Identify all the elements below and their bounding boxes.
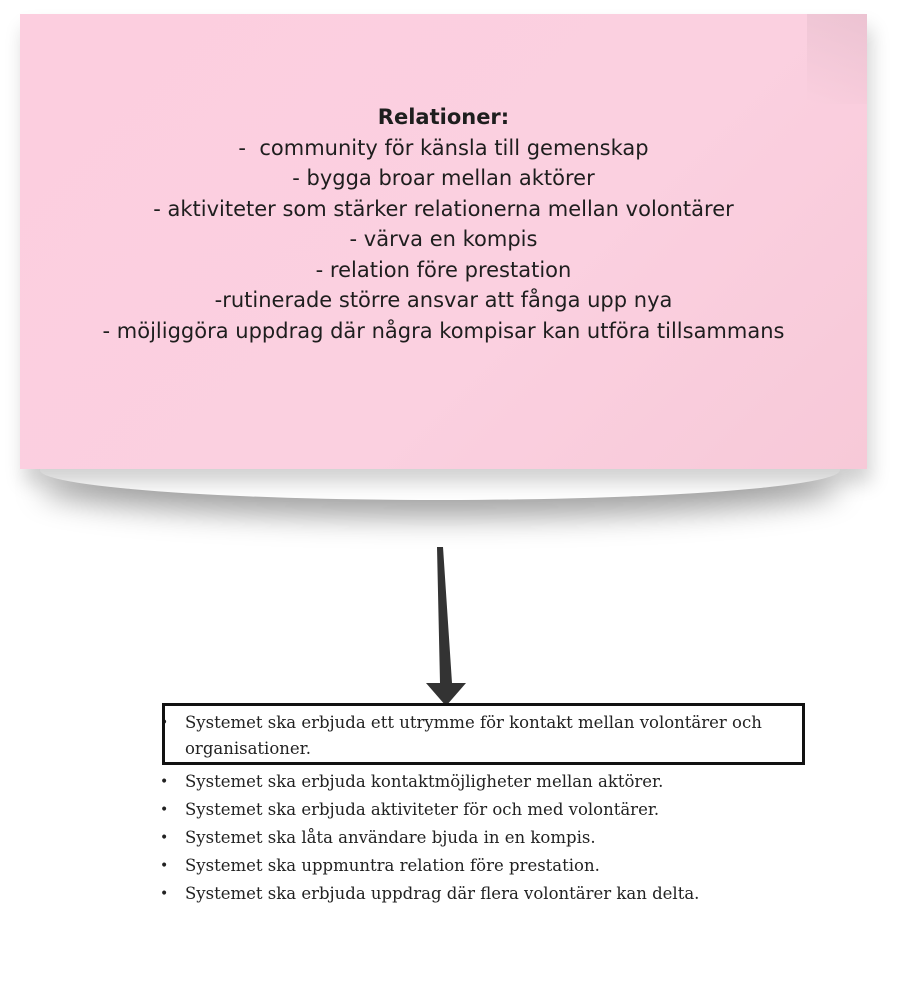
requirement-text: Systemet ska erbjuda kontaktmöjligheter mellan aktörer. — [185, 772, 664, 791]
down-arrow-shape — [426, 547, 466, 706]
requirement-text: Systemet ska erbjuda aktiviteter för och med volontärer. — [185, 800, 660, 819]
sticky-note-line: - möjliggöra uppdrag där några kompisar kan utföra tillsammans — [102, 318, 785, 343]
requirement-item — [158, 824, 818, 852]
bullet-icon: • — [160, 715, 169, 731]
sticky-note-line: - relation före prestation — [315, 257, 572, 282]
bullet-icon: • — [160, 886, 169, 902]
sticky-note-line: -rutinerade större ansvar att fånga upp nya — [214, 288, 673, 312]
bullet-icon: • — [160, 830, 169, 846]
bullet-icon: • — [160, 802, 169, 818]
sticky-note-line: - värva en kompis — [349, 227, 538, 251]
bullet-icon: • — [160, 858, 169, 874]
sticky-note-line: - aktiviteter som stärker relationerna mellan volontärer — [153, 196, 734, 221]
requirement-item — [158, 852, 818, 880]
requirement-item — [158, 768, 818, 796]
requirement-text: Systemet ska låta användare bjuda in en kompis. — [185, 828, 596, 847]
sticky-note-line: - bygga broar mellan aktörer — [292, 166, 595, 190]
highlight-box — [162, 703, 805, 765]
sticky-note-title: Relationer: — [377, 105, 510, 129]
requirement-text: Systemet ska erbjuda uppdrag där flera volontärer kan delta. — [185, 884, 700, 903]
requirement-text: Systemet ska erbjuda ett utrymme för kontakt mellan volontärer och organisationer. — [185, 713, 762, 758]
sticky-note-line: - community för känsla till gemenskap — [238, 135, 649, 160]
bullet-icon: • — [160, 774, 169, 790]
requirement-text: Systemet ska uppmuntra relation före prestation. — [185, 856, 600, 875]
requirement-item — [158, 880, 818, 908]
requirement-item — [158, 796, 818, 824]
